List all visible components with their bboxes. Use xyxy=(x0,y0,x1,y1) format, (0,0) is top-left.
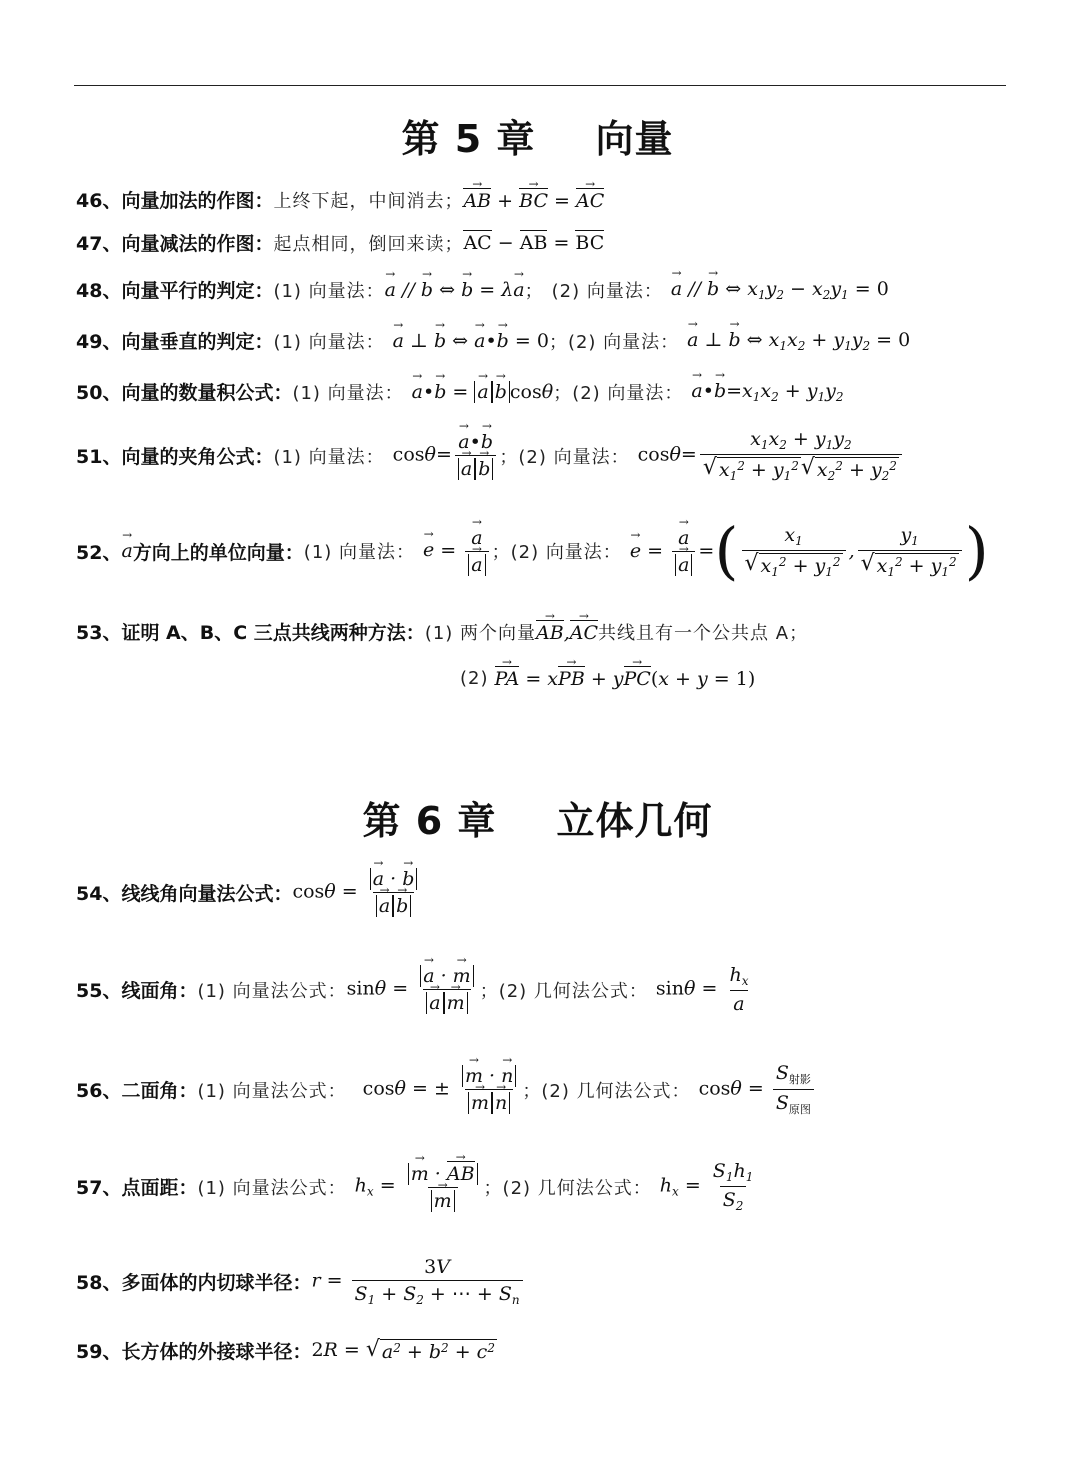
formula-51: 51、向量的夹角公式： (1) 向量法： cosθ= → a•→ b → a→ b ； (2) 向量法： cosθ= $x_1x_2 + y_1y_2$ √ $x_1^2 + y_1^2$ √ $x_2^2 + y_2^2$ xyxy=(76,428,905,483)
formula-math-1: → a // → b ⇔ → b = λ→ a xyxy=(385,279,525,301)
formula-label: 方向上的单位向量： xyxy=(132,541,304,564)
chapter-6-title xyxy=(0,790,1075,845)
method-2-label: (2) 向量法： xyxy=(572,382,684,404)
formula-math-1: → a•→ b = → a→ b cosθ xyxy=(412,381,554,403)
method-2-label: (2) 几何法公式： xyxy=(498,980,648,1002)
formula-math-1: cosθ= → a•→ b → a→ b xyxy=(393,431,500,480)
formula-label: 47、向量减法的作图： xyxy=(76,233,274,255)
formula-math-2: cosθ = $\frac{S_{射影}}{S_{原图}}$ xyxy=(699,1062,817,1117)
formula-text: (1) 两个向量 xyxy=(424,622,537,644)
formula-math-2: → e = → a → a = ( $x_1$ √ $x_1^2 + y_1^2$ , $y_1$ √ $x_1^2 + y_1^2$ ) xyxy=(630,520,989,582)
formula-55: 55、线面角： (1) 向量法公式： sinθ = → a · → m → a→ m ； (2) 几何法公式： sinθ = $\frac{h_x}{a}$ xyxy=(76,964,754,1015)
formula-math: 2R = √ $a^2 + b^2 + c^2$ xyxy=(311,1336,495,1363)
formula-label: 55、线面角： xyxy=(76,980,198,1002)
method-2-label: (2) 向量法： xyxy=(510,542,622,563)
method-1-label: (1) 向量法： xyxy=(273,331,385,353)
formula-label: 48、向量平行的判定： xyxy=(76,280,274,302)
formula-math-2: sinθ = $\frac{h_x}{a}$ xyxy=(655,964,749,1015)
formula-47 xyxy=(76,229,604,256)
formula-math: → AB + → BC = → AC xyxy=(463,188,604,212)
formula-49: 49、向量垂直的判定： (1) 向量法： → a ⊥ → b ⇔ → a•→ b = 0 ； (2) 向量法： → a ⊥ → b ⇔ $x_1x_2 + y_1y_2 = 0$ xyxy=(76,327,910,354)
formula-math-1: → a ⊥ → b ⇔ → a•→ b = 0 xyxy=(393,330,549,352)
formula-math-1: $h_x$ = → m · → AB → m xyxy=(355,1161,484,1212)
formula-text-2: 共线且有一个公共点 A； xyxy=(598,622,809,644)
formula-math-2: → a // → b ⇔ $x_1y_2 - x_2y_1 = 0$ xyxy=(671,278,889,302)
formula-label: 49、向量垂直的判定： xyxy=(76,331,274,353)
method-1-label: (1) 向量法： xyxy=(273,280,385,302)
subscript-projection: 射影 xyxy=(788,1073,811,1086)
formula-53 xyxy=(76,618,808,645)
formula-math: r = $\frac{3V}{S_1 + S_2 + \cdots + S_n}$ xyxy=(311,1256,525,1307)
formula-math: AC − AB = BC xyxy=(463,231,605,254)
formula-label: 53、证明 A、B、C 三点共线两种方法： xyxy=(76,622,425,644)
formula-math-2: $h_x$ = $\frac{S_1h_1}{S_2}$ xyxy=(659,1160,754,1213)
formula-number: 52、 xyxy=(76,541,122,564)
method-2-label: (2) 几何法公式： xyxy=(502,1177,652,1199)
method-1-label: (1) 向量法公式： xyxy=(197,980,347,1002)
method-2-label: (2) 几何法公式： xyxy=(541,1080,691,1102)
formula-math-2: → a•→ $b=x_1x_2 + y_1y_2$ xyxy=(691,380,843,404)
formula-label: 56、二面角： xyxy=(76,1080,198,1102)
formula-label: 50、向量的数量积公式： xyxy=(76,382,293,404)
method-2-label: (2) 向量法： xyxy=(518,446,630,468)
formula-label: 57、点面距： xyxy=(76,1177,198,1199)
formula-label: 54、线线角向量法公式： xyxy=(76,883,293,905)
formula-math-1: cosθ = ± → m · → n → m→ n xyxy=(363,1065,523,1114)
chapter-5-title xyxy=(0,108,1075,163)
formula-label: 51、向量的夹角公式： xyxy=(76,446,274,468)
method-1-label: (1) 向量法公式： xyxy=(197,1080,347,1102)
formula-math-1: → e = → a → a xyxy=(423,527,492,576)
chapter-number: 第 5 章 xyxy=(401,117,536,161)
formula-58 xyxy=(76,1256,526,1307)
method-1-label: (1) 向量法公式： xyxy=(197,1177,347,1199)
method-2-label: (2) xyxy=(460,667,489,689)
formula-48: 48、向量平行的判定： (1) 向量法： → a // → b ⇔ → b = λ→ a ； (2) 向量法： → a // → b ⇔ $x_1y_2 - x_2y_1 = 0$ xyxy=(76,276,889,303)
formula-math-2: cosθ= $x_1x_2 + y_1y_2$ √ $x_1^2 + y_1^2$ √ $x_2^2 + y_2^2$ xyxy=(638,428,905,483)
formula-label: 46、向量加法的作图： xyxy=(76,190,274,212)
formula-53-method-2 xyxy=(460,666,755,690)
formula-56: 56、二面角： (1) 向量法公式： cosθ = ± → m · → n → m→ n ； (2) 几何法公式： cosθ = $\frac{S_{射影}}{S_{原图}}$ xyxy=(76,1062,817,1117)
formula-math-2: → a ⊥ → b ⇔ $x_1x_2 + y_1y_2 = 0$ xyxy=(687,329,910,353)
formula-label: 58、多面体的内切球半径： xyxy=(76,1272,312,1294)
formula-46 xyxy=(76,186,604,213)
subscript-original: 原图 xyxy=(788,1103,811,1116)
method-1-label: (1) 向量法： xyxy=(273,446,385,468)
formula-text: 起点相同，倒回来读； xyxy=(273,233,464,255)
method-1-label: (1) 向量法： xyxy=(303,542,416,563)
formula-52: 52、 → a 方向上的单位向量： (1) 向量法： → e = → a → a ； (2) 向量法： → e = → a → a = ( $x_1$ √ $x_1^2 + y_1^2$ , $y_1$ √ $x_1^2 + y_1^2$ ) xyxy=(76,520,989,582)
formula-50: 50、向量的数量积公式： (1) 向量法： → a•→ b = → a→ b cosθ ； (2) 向量法： → a•→ $b=x_1x_2 + y_1y_2$ xyxy=(76,378,844,405)
formula-math-1: sinθ = → a · → m → a→ m xyxy=(347,965,480,1014)
formula-59 xyxy=(76,1337,497,1364)
method-2-label: (2) 向量法： xyxy=(551,280,663,302)
chapter-name: 向量 xyxy=(595,117,674,161)
formula-math: cosθ = → a · → b → a→ b xyxy=(292,868,423,917)
formula-math-2: → PA = x→ PB + y→ PC(x + y = 1) xyxy=(495,666,756,690)
chapter-name: 立体几何 xyxy=(556,799,713,843)
vector-a: → a xyxy=(121,540,132,562)
method-1-label: (1) 向量法： xyxy=(292,382,404,404)
top-rule xyxy=(74,85,1006,86)
chapter-number: 第 6 章 xyxy=(362,799,497,843)
formula-text: 上终下起，中间消去； xyxy=(273,190,464,212)
formula-label: 59、长方体的外接球半径： xyxy=(76,1341,312,1363)
formula-math-vectors: → AB,→ AC xyxy=(536,620,598,644)
method-2-label: (2) 向量法： xyxy=(567,331,680,353)
formula-54 xyxy=(76,868,423,917)
formula-57: 57、点面距： (1) 向量法公式： $h_x$ = → m · → AB → m ； (2) 几何法公式： $h_x$ = $\frac{S_1h_1}{S_2}$ xyxy=(76,1160,759,1213)
